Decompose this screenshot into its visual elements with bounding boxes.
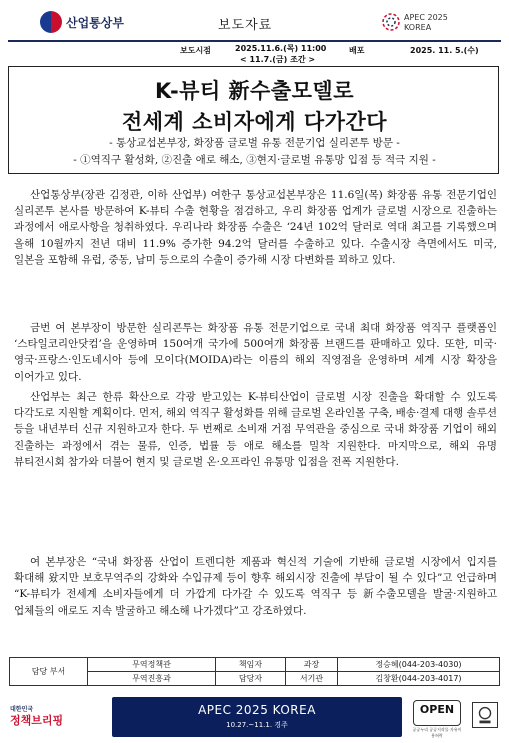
apec-banner-dates: 10.27.~11.1. 경주 [226, 721, 288, 729]
embargo-date: 2025.11.6.(목) 11:00 [235, 44, 327, 53]
open-license-caption: 공공누리 공공저작물 자유이용허락 [412, 727, 462, 738]
title-cell: 서기관 [286, 672, 338, 686]
title-cell: 과장 [286, 658, 338, 672]
role-cell: 담당자 [216, 672, 286, 686]
contact-table [9, 657, 500, 686]
apec-wordmark [404, 13, 448, 33]
subtitle-line-2: - ①역직구 활성화, ②진출 애로 해소, ③현지·글로벌 유통망 입점 등 적극 지원 - [73, 154, 436, 166]
policy-briefing-name: 정책브리핑 [10, 714, 64, 727]
embargo-label: 보도시점 [180, 46, 211, 55]
ministry-logo-icon [40, 11, 62, 33]
dept-label-cell: 담당 부서 [10, 658, 88, 686]
subtitle-line-1: - 통상교섭본부장, 화장품 글로벌 유통 전문기업 실리콘투 방문 - [109, 137, 400, 149]
body-paragraph: 여 본부장은 “국내 화장품 산업이 트렌디한 제품과 혁신적 기술에 기반해 글로벌 시장에서 입지를 확대해 왔지만 보호무역주의 강화와 수입규제 등이 향후 해외시장 진출에 부담이 될 수 있다”고 언급하며 “K-뷰티가 전세계 소비자들에게 더 가깝게 다가갈 수 있도록 역직구 등 新수출모델을 발굴·지원하고 업체들의 애로도 지속 발굴하고 해소해 나가겠다”고 강조하였다. [14, 556, 497, 617]
open-license-logo: OPEN [413, 700, 461, 726]
dept-cell: 무역진흥과 [88, 672, 216, 686]
policy-briefing-country: 대한민국 [10, 706, 34, 713]
body-paragraph: 금번 여 본부장이 방문한 실리콘투는 화장품 유통 전문기업으로 국내 최대 화장품 역직구 플랫폼인 ‘스타일코리안닷컴’을 운영하며 150여개 국가에 500여개 화장품 브랜드를 판매하고 있다. 또한, 미국·영국·프랑스·인도네시아 등에 모이다(MOIDA)라는 이름의 해외 직영점을 운영하며 세계 시장 확장을 이어가고 있다. [14, 322, 497, 383]
headline-line-1: K-뷰티 新수출모델로 [155, 79, 354, 103]
distribution-label: 배포 [349, 46, 365, 55]
role-cell: 책임자 [216, 658, 286, 672]
dept-cell: 무역정책관 [88, 658, 216, 672]
contact-row [10, 658, 500, 672]
apec-wordmark-line1: APEC 2025 [404, 13, 448, 22]
body-paragraph: 산업부는 최근 한류 확산으로 각광 받고있는 K-뷰티산업이 글로벌 시장 진출을 확대할 수 있도록 다각도로 지원할 계획이다. 먼저, 해외 역직구 활성화를 위해 글로벌 온라인몰 구축, 배송·결제 대행 솔루션 등을 내년부터 신규 지원하고자 한다. 두 번째로 소비재 거점 무역관을 중심으로 국내 화장품 기업이 해외 진출하는 과정에서 겪는 물류, 인증, 법률 등 애로 해소를 밀착 지원한다. 마지막으로, 해외 유명 뷰티전시회 참가와 더불어 현지 및 글로벌 온·오프라인 유통망 입점을 전폭 지원한다. [14, 391, 497, 468]
embargo-date-note: < 11.7.(금) 조간 > [240, 55, 316, 64]
document-type: 보도자료 [218, 18, 273, 33]
apec-emblem-icon [380, 12, 402, 32]
distribution-date: 2025. 11. 5.(수) [410, 46, 479, 55]
policy-briefing-logo [10, 704, 63, 726]
ministry-name: 산업통상부 [66, 16, 124, 30]
headline-line-2: 전세계 소비자에게 다가간다 [121, 110, 388, 134]
apec-wordmark-line2: KOREA [404, 23, 432, 32]
license-type-icon [472, 702, 498, 728]
apec-banner [112, 697, 402, 737]
body-paragraph: 산업통상부(장관 김정관, 이하 산업부) 여한구 통상교섭본부장은 11.6일(목) 화장품 유통 전문기업인 실리콘투 본사를 방문하여 K-뷰티 수출 현황을 점검하고, 우리 화장품 업계가 글로벌 시장으로 진출하는 과정에서 애로사항을 청취하였다. 우리나라 화장품 수출은 ‘24년 102억 달러로 역대 최고를 기록했으며 올해 10월까지 전년 대비 11.9% 증가한 94.2억 달러를 수출하고 있다. 수출시장 측면에서도 미국, 일본을 포함해 유럽, 중동, 남미 등으로의 수출이 증가해 시장 다변화를 꾀하고 있다. [14, 189, 497, 266]
person-cell: 김창환(044-203-4017) [338, 672, 500, 686]
header-divider [8, 40, 501, 42]
apec-banner-title: APEC 2025 KOREA [198, 703, 316, 717]
person-cell: 정승혜(044-203-4030) [338, 658, 500, 672]
